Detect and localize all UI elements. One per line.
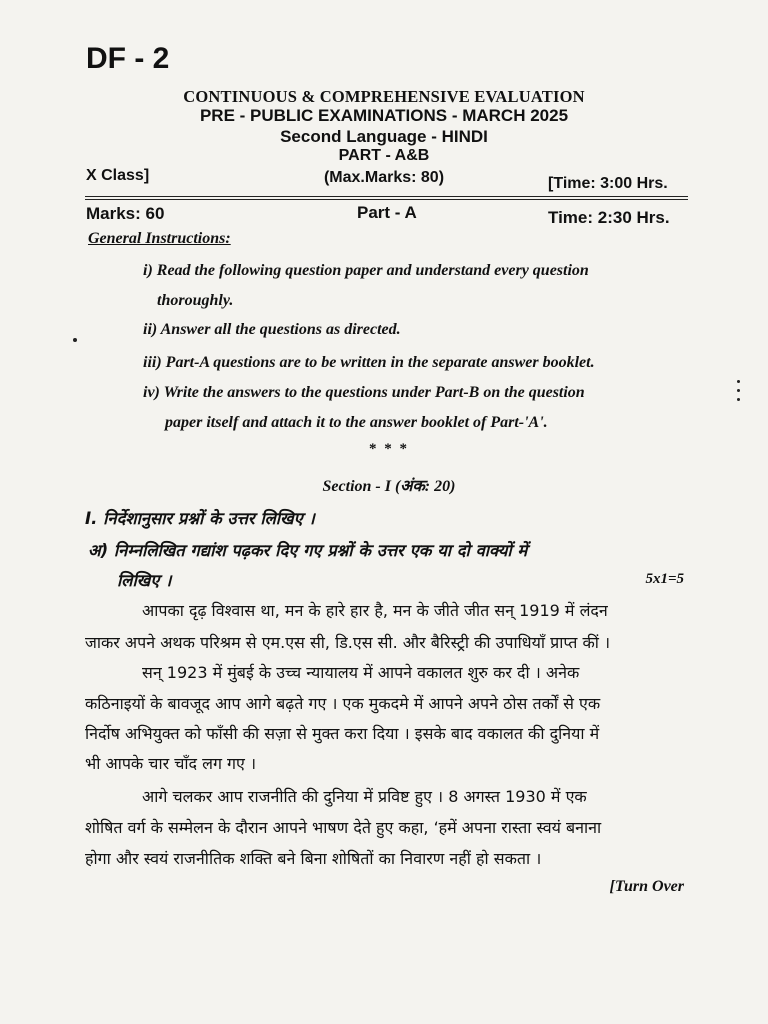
instruction-item: thoroughly. xyxy=(157,292,234,309)
passage-line: भी आपके चार चाँद लग गए । xyxy=(85,754,257,773)
instruction-item: iv) Write the answers to the questions under Part-B on the question xyxy=(143,384,585,401)
section-title: Section - I (अंक: 20) xyxy=(322,478,456,495)
instructions-heading: General Instructions: xyxy=(88,230,231,247)
passage-line: शोषित वर्ग के सम्मेलन के दौरान आपने भाषण देते हुए कहा, ‘हमें अपना रास्ता स्वयं बनाना xyxy=(85,818,602,837)
passage-line: कठिनाइयों के बावजूद आप आगे बढ़ते गए । एक मुकदमे में आपने अपने ठोस तर्कों से एक xyxy=(85,694,601,713)
part-label: Part - A xyxy=(357,203,417,222)
question-1: I. निर्देशानुसार प्रश्नों के उत्तर लिखिए । xyxy=(85,509,315,528)
header-rule-top xyxy=(85,196,688,197)
question-marks: 5x1=5 xyxy=(645,571,684,587)
header-line-1: CONTINUOUS & COMPREHENSIVE EVALUATION xyxy=(183,87,585,106)
question-1a: अ) निम्नलिखित गद्यांश पढ़कर दिए गए प्रश्नों के उत्तर एक या दो वाक्यों में xyxy=(88,541,528,560)
max-marks: (Max.Marks: 80) xyxy=(323,169,445,186)
paper-code: DF - 2 xyxy=(86,42,170,75)
marks-part-a: Marks: 60 xyxy=(86,204,165,223)
passage-line: आपका दृढ़ विश्वास था, मन के हारे हार है, मन के जीते जीत सन् 1919 में लंदन xyxy=(142,601,608,620)
passage-line: सन् 1923 में मुंबई के उच्च न्यायालय में आपने वकालत शुरु कर दी । अनेक xyxy=(142,663,580,682)
header-line-3: Second Language - HINDI xyxy=(280,127,488,146)
margin-dot xyxy=(737,380,740,383)
instruction-item: i) Read the following question paper and understand every question xyxy=(143,262,589,279)
header-line-4: PART - A&B xyxy=(338,147,430,164)
instruction-item: paper itself and attach it to the answer booklet of Part-'A'. xyxy=(165,414,548,431)
instruction-item: ii) Answer all the questions as directed. xyxy=(143,321,401,338)
margin-dot xyxy=(73,338,77,342)
turn-over: [Turn Over xyxy=(609,878,684,895)
header-line-2: PRE - PUBLIC EXAMINATIONS - MARCH 2025 xyxy=(199,106,569,125)
instruction-item: iii) Part-A questions are to be written in the separate answer booklet. xyxy=(143,354,595,371)
passage-line: आगे चलकर आप राजनीति की दुनिया में प्रविष्ट हुए । 8 अगस्त 1930 में एक xyxy=(142,787,587,806)
passage-line: निर्दोष अभियुक्त को फाँसी की सज़ा से मुक्त करा दिया । इसके बाद वकालत की दुनिया में xyxy=(85,724,600,743)
class-label: X Class] xyxy=(86,167,150,184)
margin-dot xyxy=(737,398,740,401)
header-rule-bottom xyxy=(85,199,688,200)
time-total: [Time: 3:00 Hrs. xyxy=(548,175,668,192)
time-part-a: Time: 2:30 Hrs. xyxy=(548,208,670,227)
passage-line: जाकर अपने अथक परिश्रम से एम.एस सी, डि.एस सी. और बैरिस्ट्री की उपाधियाँ प्राप्त कीं । xyxy=(85,633,611,652)
separator-stars: * * * xyxy=(369,441,409,457)
passage-line: होगा और स्वयं राजनीतिक शक्ति बने बिना शोषितों का निवारण नहीं हो सकता । xyxy=(85,849,542,868)
margin-dot xyxy=(737,389,740,392)
question-1a-cont: लिखिए । xyxy=(117,571,172,590)
